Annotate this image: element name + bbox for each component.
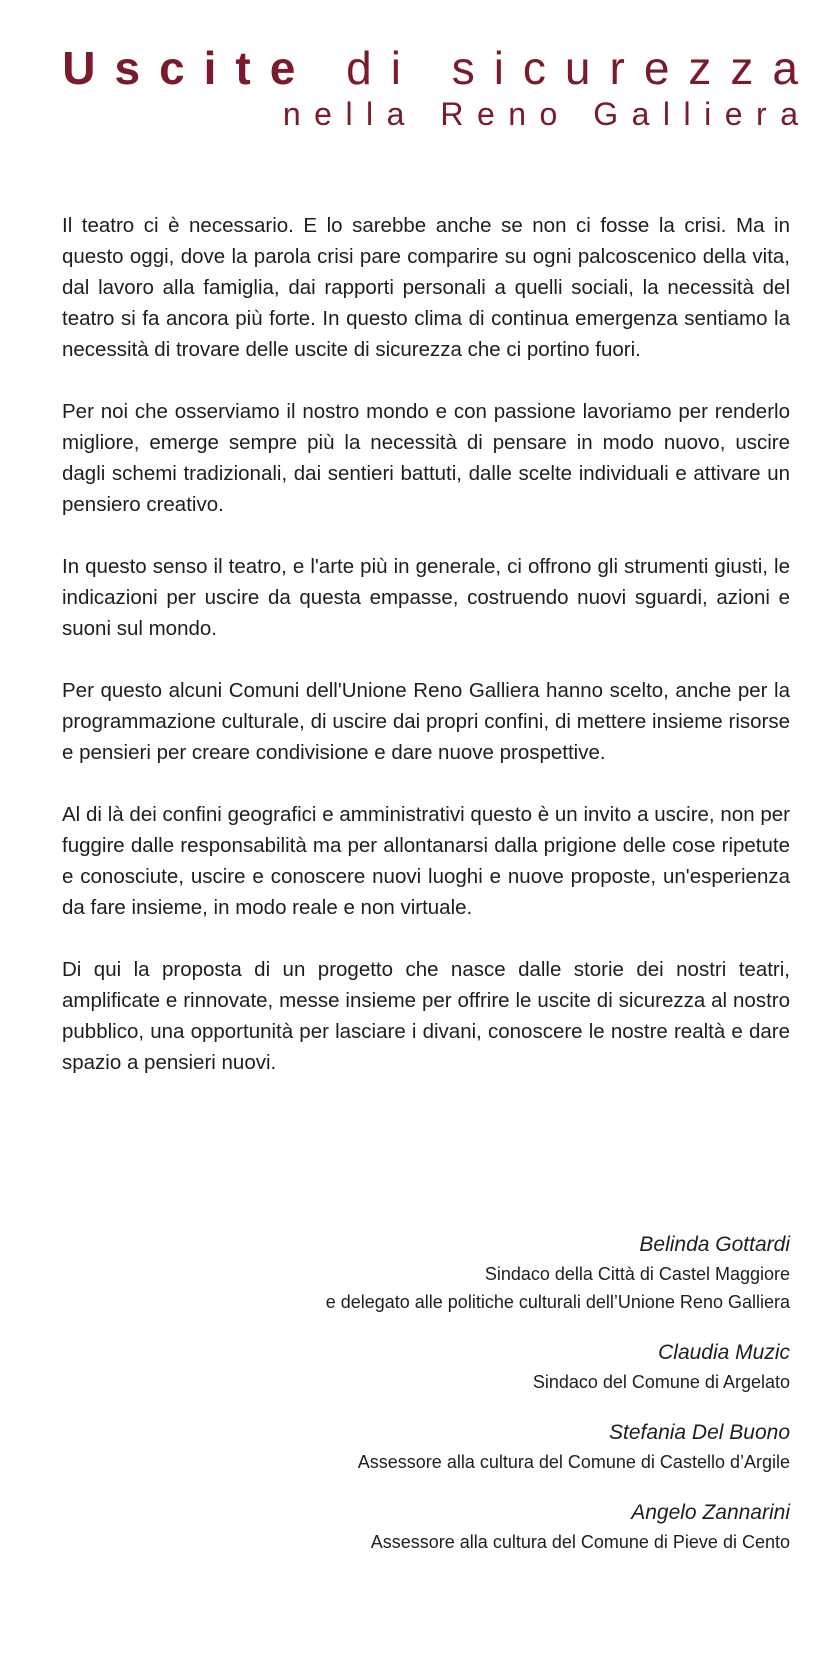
paragraph: Al di là dei confini geografici e amministrativi questo è un invito a uscire, non per fuggire dalle responsabilità ma per allontanarsi dalla prigione delle cose ripetute e conosciute, uscire e conoscere nuovi luoghi e nuove proposte, un'esperienza da fare insieme, in modo reale e non virtuale. [62, 803, 790, 919]
page-header [62, 40, 817, 134]
signature [326, 1498, 790, 1556]
signature [326, 1338, 790, 1396]
signature-name: Angelo Zannarini [631, 1501, 790, 1524]
signature-role: Assessore alla cultura del Comune di Castello d’Argile [357, 1452, 790, 1472]
signature [326, 1418, 790, 1476]
title-rest: di sicurezza [314, 42, 817, 94]
paragraph: In questo senso il teatro, e l'arte più in generale, ci offrono gli strumenti giusti, le indicazioni per uscire da questa empasse, costruendo nuovi sguardi, azioni e suoni sul mondo. [62, 555, 790, 640]
signatures-block [326, 1230, 790, 1578]
signature-role: Sindaco del Comune di Argelato [532, 1372, 790, 1392]
signature-role: Sindaco della Città di Castel Maggiore [484, 1264, 790, 1284]
signature-name: Claudia Muzic [658, 1341, 790, 1364]
signature-name: Belinda Gottardi [639, 1233, 790, 1256]
signature-role: Assessore alla cultura del Comune di Pieve di Cento [370, 1532, 790, 1552]
paragraph: Il teatro ci è necessario. E lo sarebbe anche se non ci fosse la crisi. Ma in questo oggi, dove la parola crisi pare comparire su ogni palcoscenico della vita, dal lavoro alla famiglia, dai rapporti personali a quelli sociali, la necessità del teatro si fa ancora più forte. In questo clima di continua emergenza sentiamo la necessità di trovare delle uscite di sicurezza che ci portino fuori. [62, 214, 790, 361]
paragraph: Per questo alcuni Comuni dell'Unione Reno Galliera hanno scelto, anche per la programmazione culturale, di uscire dai propri confini, di mettere insieme risorse e pensieri per creare condivisione e dare nuove prospettive. [62, 679, 790, 764]
paragraph: Per noi che osserviamo il nostro mondo e con passione lavoriamo per renderlo migliore, emerge sempre più la necessità di pensare in modo nuovo, uscire dagli schemi tradizionali, dai sentieri battuti, dalle scelte individuali e attivare un pensiero creativo. [62, 400, 790, 516]
title-bold-word: Uscite [62, 42, 315, 94]
paragraph: Di qui la proposta di un progetto che nasce dalle storie dei nostri teatri, amplificate e rinnovate, messe insieme per offrire le uscite di sicurezza al nostro pubblico, una opportunità per lasciare i divani, conoscere le nostre realtà e dare spazio a pensieri nuovi. [62, 958, 790, 1074]
signature [326, 1230, 790, 1316]
signature-name: Stefania Del Buono [609, 1421, 790, 1444]
page-title [62, 40, 817, 96]
page-subtitle: nella Reno Galliera [282, 96, 812, 132]
signature-role: e delegato alle politiche culturali dell’Unione Reno Galliera [325, 1292, 790, 1312]
body-text [62, 210, 790, 1109]
